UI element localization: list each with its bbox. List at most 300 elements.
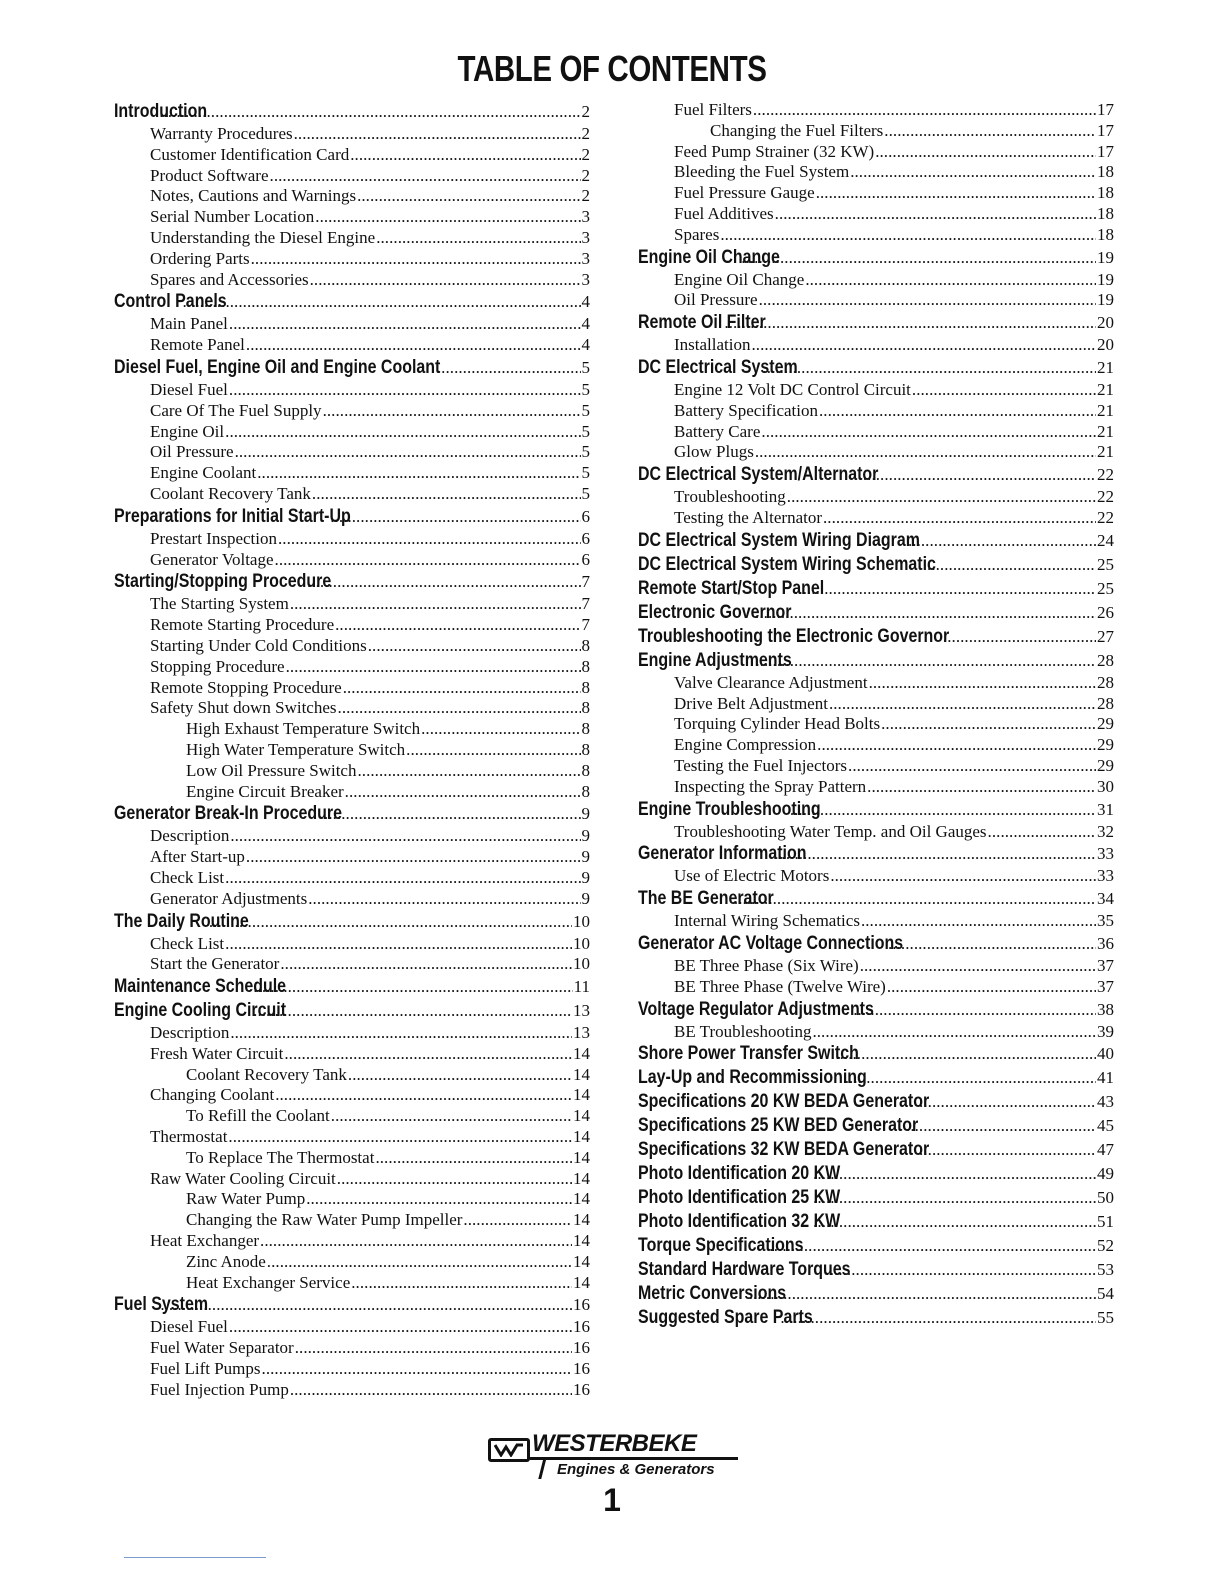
toc-section-entry[interactable] bbox=[638, 1090, 1114, 1114]
toc-leader-dots bbox=[769, 1234, 1096, 1258]
toc-page-number: 5 bbox=[581, 357, 590, 377]
logo-rule bbox=[530, 1457, 738, 1460]
toc-subentry[interactable] bbox=[114, 826, 590, 847]
toc-entry-title: Customer Identification Card bbox=[150, 144, 350, 164]
toc-leader-dots bbox=[335, 615, 580, 636]
toc-page-number: 37 bbox=[1097, 955, 1114, 975]
toc-leader-dots bbox=[875, 142, 1096, 163]
toc-leader-dots bbox=[182, 290, 580, 314]
toc-subentry[interactable] bbox=[114, 636, 590, 657]
toc-entry-title: Fuel Lift Pumps bbox=[150, 1359, 261, 1379]
toc-leader-dots bbox=[794, 577, 1096, 601]
toc-entry-title: Standard Hardware Torques bbox=[638, 1259, 851, 1281]
toc-page-number: 7 bbox=[581, 572, 590, 592]
toc-page-number: 16 bbox=[573, 1379, 590, 1399]
toc-page-number: 7 bbox=[581, 615, 590, 635]
toc-entry-title: Drive Belt Adjustment bbox=[674, 693, 828, 713]
toc-entry-title: Preparations for Initial Start-Up bbox=[114, 505, 351, 527]
toc-page-number: 18 bbox=[1097, 224, 1114, 244]
toc-page-number: 13 bbox=[573, 1023, 590, 1043]
toc-subentry[interactable] bbox=[114, 1359, 590, 1380]
toc-page-number: 37 bbox=[1097, 976, 1114, 996]
toc-section-entry[interactable] bbox=[114, 1293, 590, 1317]
toc-page-number: 2 bbox=[581, 165, 590, 185]
toc-leader-dots bbox=[209, 910, 572, 934]
toc-leader-dots bbox=[859, 463, 1096, 487]
toc-section-entry[interactable] bbox=[114, 505, 590, 529]
toc-page-number: 5 bbox=[581, 421, 590, 441]
toc-subentry[interactable] bbox=[114, 463, 590, 484]
toc-entry-title: Fuel Filters bbox=[674, 100, 752, 119]
toc-page-number: 16 bbox=[573, 1317, 590, 1337]
toc-page-number: 19 bbox=[1097, 247, 1114, 267]
toc-section-entry[interactable] bbox=[638, 1114, 1114, 1138]
toc-leader-dots bbox=[927, 553, 1096, 577]
toc-column-left bbox=[114, 100, 590, 1401]
toc-subentry[interactable] bbox=[114, 1380, 590, 1401]
toc-page-number: 9 bbox=[581, 867, 590, 887]
toc-entry-title: Fuel System bbox=[114, 1294, 209, 1316]
toc-entry-title: Lay-Up and Recommissioning bbox=[638, 1067, 867, 1089]
toc-section-entry[interactable] bbox=[638, 463, 1114, 487]
toc-subentry[interactable] bbox=[114, 594, 590, 615]
toc-subentry[interactable] bbox=[638, 121, 1114, 142]
toc-entry-title: Warranty Procedures bbox=[150, 124, 293, 143]
toc-leader-dots bbox=[262, 1359, 572, 1380]
toc-subentry[interactable] bbox=[638, 183, 1114, 204]
toc-leader-dots bbox=[343, 678, 581, 699]
toc-entry-title: Metric Conversions bbox=[638, 1283, 787, 1305]
toc-leader-dots bbox=[867, 777, 1096, 798]
toc-section-entry[interactable] bbox=[114, 802, 590, 826]
toc-entry-title: Suggested Spare Parts bbox=[638, 1307, 813, 1329]
toc-page-number: 16 bbox=[573, 1359, 590, 1379]
toc-page-number: 18 bbox=[1097, 162, 1114, 182]
toc-section-entry[interactable] bbox=[638, 1234, 1114, 1258]
toc-subentry[interactable] bbox=[114, 401, 590, 422]
toc-section-entry[interactable] bbox=[638, 842, 1114, 866]
toc-entry-title: BE Troubleshooting bbox=[674, 1021, 812, 1041]
toc-subentry[interactable] bbox=[114, 1085, 590, 1106]
toc-section-entry[interactable] bbox=[638, 1306, 1114, 1330]
toc-subentry[interactable] bbox=[114, 1252, 590, 1273]
toc-entry-title: Valve Clearance Adjustment bbox=[674, 672, 868, 692]
toc-leader-dots bbox=[830, 866, 1096, 887]
toc-section-entry[interactable] bbox=[114, 100, 590, 124]
toc-subentry[interactable] bbox=[114, 207, 590, 228]
toc-subentry[interactable] bbox=[114, 1210, 590, 1231]
toc-entry-title: Fresh Water Circuit bbox=[150, 1043, 284, 1063]
toc-page-number: 25 bbox=[1097, 554, 1114, 574]
toc-entry-title: Generator Information bbox=[638, 843, 807, 865]
toc-entry-title: Fuel Water Separator bbox=[150, 1338, 294, 1358]
toc-entry-title: DC Electrical System/Alternator bbox=[638, 464, 879, 486]
toc-subentry[interactable] bbox=[114, 550, 590, 571]
toc-entry-title: Troubleshooting the Electronic Governor bbox=[638, 625, 950, 647]
toc-section-entry[interactable] bbox=[638, 601, 1114, 625]
toc-subentry[interactable] bbox=[114, 719, 590, 740]
toc-subentry[interactable] bbox=[638, 694, 1114, 715]
toc-section-entry[interactable] bbox=[638, 1138, 1114, 1162]
toc-page-number: 14 bbox=[573, 1043, 590, 1063]
toc-page-number: 52 bbox=[1097, 1236, 1114, 1256]
toc-entry-title: Troubleshooting Water Temp. and Oil Gauges bbox=[674, 821, 987, 841]
toc-leader-dots bbox=[775, 204, 1096, 225]
toc-subentry[interactable] bbox=[114, 422, 590, 443]
toc-leader-dots bbox=[376, 228, 580, 249]
toc-leader-dots bbox=[773, 842, 1096, 866]
toc-section-entry[interactable] bbox=[114, 356, 590, 380]
toc-page-number: 5 bbox=[581, 483, 590, 503]
toc-leader-dots bbox=[884, 121, 1096, 142]
toc-section-entry[interactable] bbox=[638, 529, 1114, 553]
toc-page-number: 50 bbox=[1097, 1188, 1114, 1208]
toc-leader-dots bbox=[348, 1065, 572, 1086]
toc-leader-dots bbox=[943, 625, 1096, 649]
toc-leader-dots bbox=[817, 735, 1096, 756]
toc-section-entry[interactable] bbox=[638, 932, 1114, 956]
toc-entry-title: Changing the Fuel Filters bbox=[710, 120, 884, 140]
brand-name: WESTERBEKE bbox=[532, 1430, 697, 1457]
toc-entry-title: Maintenance Schedule bbox=[114, 976, 287, 998]
toc-entry-title: Specifications 25 KW BED Generator bbox=[638, 1115, 919, 1137]
toc-section-entry[interactable] bbox=[114, 570, 590, 594]
toc-subentry[interactable] bbox=[638, 714, 1114, 735]
toc-page-number: 8 bbox=[581, 781, 590, 801]
logo-bar bbox=[538, 1457, 546, 1479]
toc-leader-dots bbox=[275, 550, 581, 571]
toc-leader-dots bbox=[759, 290, 1096, 311]
toc-subentry[interactable] bbox=[638, 756, 1114, 777]
toc-leader-dots bbox=[229, 1317, 572, 1338]
toc-subentry[interactable] bbox=[638, 735, 1114, 756]
toc-page-number: 14 bbox=[573, 1251, 590, 1271]
toc-entry-title: Fuel Additives bbox=[674, 203, 774, 223]
toc-page-number: 29 bbox=[1097, 735, 1114, 755]
toc-page-number: 3 bbox=[581, 227, 590, 247]
toc-page-number: 28 bbox=[1097, 672, 1114, 692]
toc-subentry[interactable] bbox=[114, 1338, 590, 1359]
toc-leader-dots bbox=[312, 484, 581, 505]
toc-page-number: 20 bbox=[1097, 335, 1114, 355]
toc-subentry[interactable] bbox=[638, 335, 1114, 356]
toc-section-entry[interactable] bbox=[638, 625, 1114, 649]
toc-leader-dots bbox=[755, 442, 1096, 463]
toc-page-number: 20 bbox=[1097, 313, 1114, 333]
toc-leader-dots bbox=[295, 1338, 572, 1359]
toc-subentry[interactable] bbox=[638, 1022, 1114, 1043]
toc-entry-title: The Starting System bbox=[150, 594, 289, 614]
toc-leader-dots bbox=[331, 1106, 572, 1127]
toc-subentry[interactable] bbox=[114, 249, 590, 270]
toc-page-number: 4 bbox=[581, 292, 590, 312]
toc-subentry[interactable] bbox=[114, 228, 590, 249]
toc-subentry[interactable] bbox=[114, 1106, 590, 1127]
toc-entry-title: Oil Pressure bbox=[150, 442, 234, 462]
toc-page-number: 43 bbox=[1097, 1092, 1114, 1112]
toc-subentry[interactable] bbox=[114, 124, 590, 145]
toc-subentry[interactable] bbox=[114, 1189, 590, 1210]
toc-entry-title: Fuel Injection Pump bbox=[150, 1379, 289, 1399]
toc-entry-title: The BE Generator bbox=[638, 888, 774, 910]
toc-leader-dots bbox=[246, 847, 581, 868]
toc-entry-title: Raw Water Pump bbox=[186, 1189, 306, 1209]
toc-page-number: 28 bbox=[1097, 650, 1114, 670]
toc-entry-title: Care Of The Fuel Supply bbox=[150, 400, 322, 420]
toc-leader-dots bbox=[270, 166, 581, 187]
toc-subentry[interactable] bbox=[114, 1023, 590, 1044]
toc-leader-dots bbox=[290, 1380, 572, 1401]
toc-entry-title: Troubleshooting bbox=[674, 487, 786, 507]
toc-subentry[interactable] bbox=[114, 698, 590, 719]
toc-page-number: 22 bbox=[1097, 507, 1114, 527]
toc-entry-title: Stopping Procedure bbox=[150, 656, 285, 676]
toc-leader-dots bbox=[230, 826, 580, 847]
toc-section-entry[interactable] bbox=[638, 1066, 1114, 1090]
toc-page-number: 5 bbox=[581, 442, 590, 462]
toc-subentry[interactable] bbox=[638, 822, 1114, 843]
toc-leader-dots bbox=[845, 1066, 1096, 1090]
toc-section-entry[interactable] bbox=[638, 1210, 1114, 1234]
toc-subentry[interactable] bbox=[638, 777, 1114, 798]
toc-subentry[interactable] bbox=[114, 657, 590, 678]
toc-entry-title: Serial Number Location bbox=[150, 207, 315, 227]
toc-section-entry[interactable] bbox=[638, 1042, 1114, 1066]
toc-leader-dots bbox=[345, 782, 581, 803]
toc-subentry[interactable] bbox=[114, 442, 590, 463]
toc-subentry[interactable] bbox=[114, 314, 590, 335]
toc-section-entry[interactable] bbox=[638, 649, 1114, 673]
toc-page-number: 34 bbox=[1097, 889, 1114, 909]
toc-section-entry[interactable] bbox=[638, 577, 1114, 601]
toc-leader-dots bbox=[829, 694, 1096, 715]
toc-entry-title: Torquing Cylinder Head Bolts bbox=[674, 714, 881, 734]
toc-entry-title: Thermostat bbox=[150, 1127, 228, 1147]
toc-section-entry[interactable] bbox=[638, 1282, 1114, 1306]
toc-subentry[interactable] bbox=[638, 911, 1114, 932]
toc-page-number: 35 bbox=[1097, 911, 1114, 931]
toc-subentry[interactable] bbox=[114, 740, 590, 761]
toc-leader-dots bbox=[275, 1085, 572, 1106]
toc-subentry[interactable] bbox=[114, 847, 590, 868]
toc-entry-title: After Start-up bbox=[150, 847, 245, 867]
toc-entry-title: Main Panel bbox=[150, 314, 228, 334]
toc-subentry[interactable] bbox=[638, 100, 1114, 121]
toc-entry-title: Glow Plugs bbox=[674, 442, 754, 462]
toc-entry-title: High Exhaust Temperature Switch bbox=[186, 719, 421, 739]
toc-leader-dots bbox=[323, 401, 581, 422]
toc-section-entry[interactable] bbox=[638, 887, 1114, 911]
toc-entry-title: DC Electrical System bbox=[638, 356, 798, 378]
toc-entry-title: Generator Break-In Procedure bbox=[114, 803, 342, 825]
toc-section-entry[interactable] bbox=[114, 910, 590, 934]
toc-leader-dots bbox=[160, 1293, 572, 1317]
toc-entry-title: Spares and Accessories bbox=[150, 269, 309, 289]
toc-page-number: 3 bbox=[581, 269, 590, 289]
toc-subentry[interactable] bbox=[114, 270, 590, 291]
toc-subentry[interactable] bbox=[638, 487, 1114, 508]
toc-subentry[interactable] bbox=[114, 782, 590, 803]
toc-page-number: 54 bbox=[1097, 1284, 1114, 1304]
toc-page-number: 30 bbox=[1097, 776, 1114, 796]
toc-page-number: 8 bbox=[581, 677, 590, 697]
toc-entry-title: Description bbox=[150, 1023, 230, 1043]
toc-subentry[interactable] bbox=[114, 1273, 590, 1294]
toc-entry-title: Heat Exchanger Service bbox=[186, 1272, 351, 1292]
toc-page-number: 10 bbox=[573, 911, 590, 931]
toc-subentry[interactable] bbox=[638, 866, 1114, 887]
toc-subentry[interactable] bbox=[638, 401, 1114, 422]
toc-leader-dots bbox=[368, 636, 581, 657]
toc-entry-title: Changing Coolant bbox=[150, 1085, 275, 1105]
toc-section-entry[interactable] bbox=[638, 798, 1114, 822]
toc-page-number: 17 bbox=[1097, 100, 1114, 119]
toc-leader-dots bbox=[230, 1023, 572, 1044]
brand-tagline: Engines & Generators bbox=[557, 1461, 715, 1478]
toc-subentry[interactable] bbox=[114, 889, 590, 910]
toc-subentry[interactable] bbox=[638, 977, 1114, 998]
toc-leader-dots bbox=[228, 1127, 572, 1148]
toc-subentry[interactable] bbox=[638, 270, 1114, 291]
toc-subentry[interactable] bbox=[638, 673, 1114, 694]
westerbeke-logo bbox=[484, 1430, 754, 1480]
toc-subentry[interactable] bbox=[114, 954, 590, 975]
toc-entry-title: Product Software bbox=[150, 165, 269, 185]
toc-page-number: 8 bbox=[581, 656, 590, 676]
toc-page-number: 55 bbox=[1097, 1308, 1114, 1328]
toc-leader-dots bbox=[284, 1044, 572, 1065]
toc-section-entry[interactable] bbox=[114, 290, 590, 314]
toc-page-number: 22 bbox=[1097, 487, 1114, 507]
toc-page-number: 22 bbox=[1097, 465, 1114, 485]
toc-leader-dots bbox=[225, 934, 572, 955]
toc-leader-dots bbox=[306, 1189, 572, 1210]
toc-subentry[interactable] bbox=[638, 162, 1114, 183]
toc-leader-dots bbox=[741, 246, 1096, 270]
toc-leader-dots bbox=[816, 183, 1096, 204]
toc-subentry[interactable] bbox=[114, 380, 590, 401]
toc-page-number: 36 bbox=[1097, 933, 1114, 953]
toc-leader-dots bbox=[320, 802, 581, 826]
toc-section-entry[interactable] bbox=[638, 1258, 1114, 1282]
toc-leader-dots bbox=[310, 270, 581, 291]
toc-subentry[interactable] bbox=[638, 225, 1114, 246]
toc-subentry[interactable] bbox=[638, 422, 1114, 443]
toc-section-entry[interactable] bbox=[638, 246, 1114, 270]
toc-subentry[interactable] bbox=[638, 204, 1114, 225]
toc-section-entry[interactable] bbox=[638, 998, 1114, 1022]
toc-entry-title: Check List bbox=[150, 867, 225, 887]
toc-page-number: 26 bbox=[1097, 602, 1114, 622]
toc-page-number: 29 bbox=[1097, 714, 1114, 734]
toc-page-number: 3 bbox=[581, 248, 590, 268]
toc-entry-title: Specifications 32 KW BEDA Generator bbox=[638, 1139, 930, 1161]
toc-section-entry[interactable] bbox=[638, 356, 1114, 380]
toc-section-entry[interactable] bbox=[638, 1186, 1114, 1210]
toc-page-number: 14 bbox=[573, 1272, 590, 1292]
toc-page-number: 2 bbox=[581, 102, 590, 121]
toc-leader-dots bbox=[790, 798, 1096, 822]
toc-leader-dots bbox=[888, 932, 1096, 956]
toc-entry-title: Photo Identification 32 KW bbox=[638, 1211, 841, 1233]
toc-subentry[interactable] bbox=[114, 934, 590, 955]
toc-entry-title: Diesel Fuel bbox=[150, 1317, 228, 1337]
toc-section-entry[interactable] bbox=[638, 1162, 1114, 1186]
toc-subentry[interactable] bbox=[114, 1065, 590, 1086]
toc-subentry[interactable] bbox=[114, 529, 590, 550]
toc-leader-dots bbox=[755, 649, 1096, 673]
toc-section-entry[interactable] bbox=[638, 311, 1114, 335]
toc-entry-title: Specifications 20 KW BEDA Generator bbox=[638, 1091, 930, 1113]
toc-subentry[interactable] bbox=[638, 380, 1114, 401]
toc-section-entry[interactable] bbox=[114, 975, 590, 999]
toc-subentry[interactable] bbox=[114, 166, 590, 187]
toc-subentry[interactable] bbox=[638, 442, 1114, 463]
toc-subentry[interactable] bbox=[114, 615, 590, 636]
toc-leader-dots bbox=[908, 529, 1096, 553]
toc-subentry[interactable] bbox=[638, 508, 1114, 529]
toc-page-number: 7 bbox=[581, 594, 590, 614]
toc-subentry[interactable] bbox=[114, 1169, 590, 1190]
toc-entry-title: Electronic Governor bbox=[638, 601, 792, 623]
toc-section-entry[interactable] bbox=[114, 999, 590, 1023]
toc-entry-title: Engine Compression bbox=[674, 735, 817, 755]
toc-subentry[interactable] bbox=[114, 678, 590, 699]
toc-leader-dots bbox=[257, 463, 580, 484]
toc-page-number: 14 bbox=[573, 1210, 590, 1230]
toc-subentry[interactable] bbox=[114, 1317, 590, 1338]
toc-entry-title: Understanding the Diesel Engine bbox=[150, 227, 376, 247]
toc-page-number: 28 bbox=[1097, 693, 1114, 713]
toc-entry-title: Engine Oil Change bbox=[638, 246, 780, 268]
toc-subentry[interactable] bbox=[638, 290, 1114, 311]
toc-subentry[interactable] bbox=[114, 1044, 590, 1065]
toc-entry-title: To Replace The Thermostat bbox=[186, 1147, 375, 1167]
toc-leader-dots bbox=[225, 422, 580, 443]
toc-subentry[interactable] bbox=[114, 1127, 590, 1148]
toc-subentry[interactable] bbox=[114, 145, 590, 166]
toc-page-number: 9 bbox=[581, 847, 590, 867]
toc-page-number: 32 bbox=[1097, 821, 1114, 841]
toc-leader-dots bbox=[406, 740, 580, 761]
toc-page-number: 8 bbox=[581, 719, 590, 739]
toc-page-number: 17 bbox=[1097, 120, 1114, 140]
toc-subentry[interactable] bbox=[638, 956, 1114, 977]
toc-subentry[interactable] bbox=[114, 761, 590, 782]
toc-subentry[interactable] bbox=[114, 186, 590, 207]
toc-subentry[interactable] bbox=[638, 142, 1114, 163]
toc-leader-dots bbox=[734, 887, 1096, 911]
toc-entry-title: Generator Voltage bbox=[150, 549, 274, 569]
toc-leader-dots bbox=[755, 601, 1096, 625]
toc-leader-dots bbox=[225, 868, 580, 889]
toc-entry-title: Testing the Fuel Injectors bbox=[674, 755, 848, 775]
toc-page-number: 2 bbox=[581, 124, 590, 143]
toc-page-number: 8 bbox=[581, 698, 590, 718]
toc-subentry[interactable] bbox=[114, 1231, 590, 1252]
toc-section-entry[interactable] bbox=[638, 553, 1114, 577]
toc-subentry[interactable] bbox=[114, 484, 590, 505]
toc-page-number: 6 bbox=[581, 528, 590, 548]
toc-subentry[interactable] bbox=[114, 335, 590, 356]
scan-edge-line bbox=[124, 1557, 266, 1558]
toc-leader-dots bbox=[751, 335, 1096, 356]
toc-leader-dots bbox=[375, 1148, 572, 1169]
toc-subentry[interactable] bbox=[114, 1148, 590, 1169]
toc-leader-dots bbox=[251, 249, 581, 270]
toc-subentry[interactable] bbox=[114, 868, 590, 889]
toc-entry-title: Engine Oil Change bbox=[674, 269, 805, 289]
